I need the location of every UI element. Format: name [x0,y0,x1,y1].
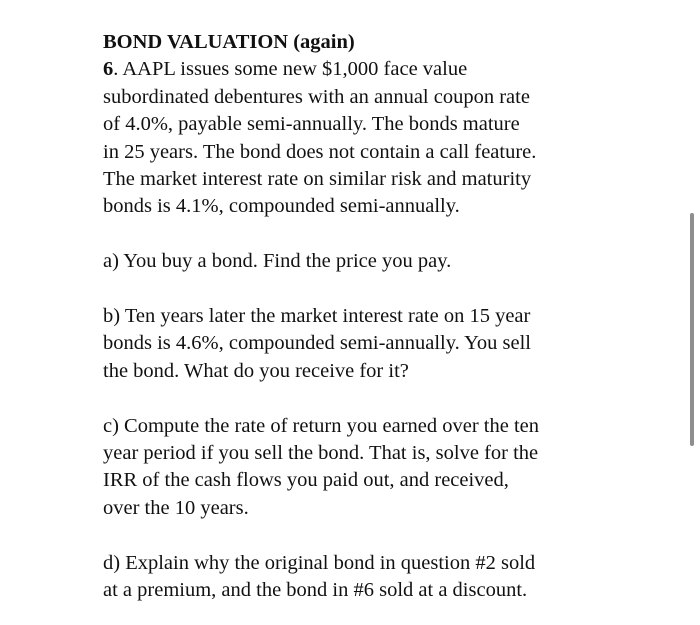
part-d-line: at a premium, and the bond in #6 sold at a discount. [103,579,528,602]
question-line [103,56,603,83]
question-line: bonds is 4.1%, compounded semi-annually. [103,195,460,218]
part-c [103,413,603,523]
part-b [103,303,603,385]
part-b-line: the bond. What do you receive for it? [103,359,409,382]
spacer [103,276,603,303]
question-number: 6 [103,58,114,81]
part-c-line: IRR of the cash flows you paid out, and received, [103,469,509,492]
part-c-line: c) Compute the rate of return you earned over the ten [103,414,540,437]
question-6 [103,56,603,220]
spacer [103,385,603,412]
vertical-scrollbar[interactable] [690,213,694,446]
part-a [103,248,603,275]
part-c-line: year period if you sell the bond. That is, solve for the [103,442,539,465]
question-line: subordinated debentures with an annual coupon rate [103,85,530,108]
part-b-line: bonds is 4.6%, compounded semi-annually. You sell [103,332,532,355]
question-line: of 4.0%, payable semi-annually. The bonds mature [103,113,520,136]
spacer [103,522,603,549]
part-d-line: d) Explain why the original bond in question #2 sold [103,551,536,574]
question-line: in 25 years. The bond does not contain a call feature. [103,140,537,163]
part-b-line: b) Ten years later the market interest rate on 15 year [103,305,531,328]
spacer [103,221,603,248]
document-title: BOND VALUATION (again) [103,31,355,53]
part-a-line: a) You buy a bond. Find the price you pay. [103,250,452,273]
part-c-line: over the 10 years. [103,496,249,519]
question-line: The market interest rate on similar risk and maturity [103,168,532,191]
part-d [103,550,603,605]
question-text: . AAPL issues some new $1,000 face value [113,58,468,81]
document [103,29,603,604]
